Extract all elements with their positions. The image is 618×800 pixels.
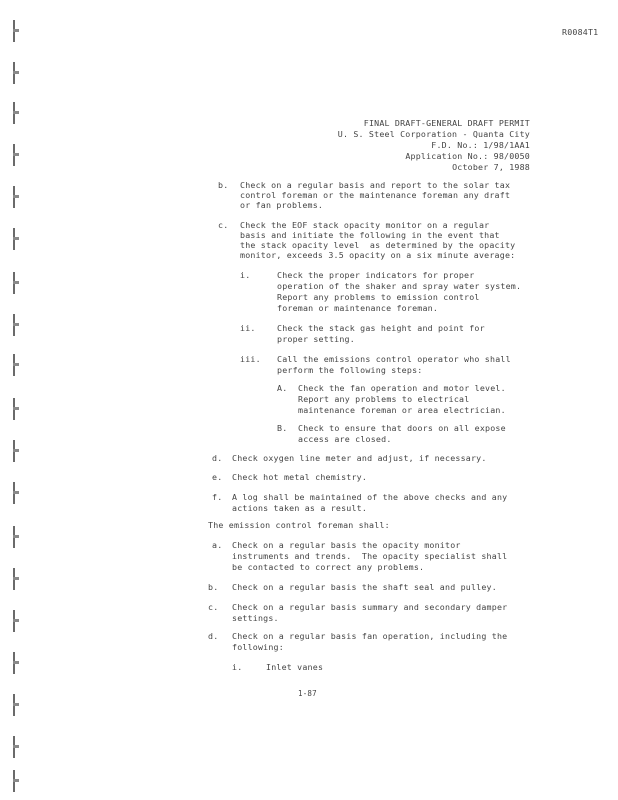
item-marker: c. [218,220,229,230]
header-line-3: F.D. No.: 1/98/1AA1 [431,140,530,150]
item-line: monitor, exceeds 3.5 opacity on a six minute average: [240,250,516,260]
binder-hole-icon [6,62,20,84]
item-line: following: [232,642,284,652]
page-number: 1-87 [298,689,317,698]
header-line-5: October 7, 1988 [452,162,530,172]
item-line: Check the stack gas height and point for [277,323,485,333]
item-marker: ii. [240,323,256,333]
item-line: basis and initiate the following in the event that [240,230,500,240]
item-marker: B. [277,423,288,433]
item-line: operation of the shaker and spray water system. [277,281,522,291]
item-line: Check oxygen line meter and adjust, if necessary. [232,453,487,463]
binder-hole-icon [6,526,20,548]
item-line: Check the proper indicators for proper [277,270,475,280]
item-line: Inlet vanes [266,662,324,672]
binder-hole-icon [6,440,20,462]
item-marker: c. [208,602,219,612]
binder-hole-icon [6,770,20,792]
binder-hole-icon [6,568,20,590]
item-marker: f. [212,492,223,502]
item-line: Check on a regular basis fan operation, including the [232,631,508,641]
item-line: or fan problems. [240,200,324,210]
binder-hole-icon [6,314,20,336]
item-line: Call the emissions control operator who shall [277,354,511,364]
item-marker: e. [212,472,223,482]
binder-hole-icon [6,20,20,42]
item-line: Report any problems to emission control [277,292,480,302]
binder-hole-icon [6,694,20,716]
item-marker: i. [232,662,243,672]
item-line: Check the EOF stack opacity monitor on a regular [240,220,490,230]
item-line: Check the fan operation and motor level. [298,383,506,393]
binder-hole-icon [6,610,20,632]
item-line: proper setting. [277,334,355,344]
item-line: A log shall be maintained of the above checks and any [232,492,508,502]
item-line: maintenance foreman or area electrician. [298,405,506,415]
binder-hole-icon [6,102,20,124]
binder-hole-icon [6,186,20,208]
binder-hole-icon [6,354,20,376]
item-line: Check on a regular basis the shaft seal and pulley. [232,582,497,592]
binder-hole-icon [6,144,20,166]
item-marker: b. [218,180,229,190]
item-marker: iii. [240,354,261,364]
item-line: Check hot metal chemistry. [232,472,368,482]
item-line: Check to ensure that doors on all expose [298,423,506,433]
item-line: perform the following steps: [277,365,423,375]
header-line-4: Application No.: 98/0050 [405,151,530,161]
item-marker: b. [208,582,219,592]
document-id: R0084T1 [562,27,599,37]
item-line: instruments and trends. The opacity specialist shall [232,551,508,561]
item-marker: d. [208,631,219,641]
binder-hole-icon [6,736,20,758]
item-line: be contacted to correct any problems. [232,562,425,572]
item-line: access are closed. [298,434,392,444]
item-marker: a. [212,540,223,550]
binder-hole-icon [6,398,20,420]
item-marker: A. [277,383,288,393]
item-marker: i. [240,270,251,280]
item-marker: d. [212,453,223,463]
item-line: Check on a regular basis the opacity monitor [232,540,461,550]
header-line-1: FINAL DRAFT-GENERAL DRAFT PERMIT [363,118,530,128]
item-line: settings. [232,613,279,623]
item-line: the stack opacity level as determined by the opacity [240,240,516,250]
section-heading: The emission control foreman shall: [208,520,390,530]
item-line: Check on a regular basis summary and secondary damper [232,602,508,612]
item-line: foreman or maintenance foreman. [277,303,439,313]
item-line: Report any problems to electrical [298,394,470,404]
item-line: actions taken as a result. [232,503,368,513]
item-line: control foreman or the maintenance foreman any draft [240,190,511,200]
header-line-2: U. S. Steel Corporation - Quanta City [337,129,530,139]
binder-hole-icon [6,482,20,504]
binder-hole-icon [6,228,20,250]
binder-hole-icon [6,272,20,294]
binder-holes [6,10,26,790]
binder-hole-icon [6,652,20,674]
item-line: Check on a regular basis and report to the solar tax [240,180,511,190]
